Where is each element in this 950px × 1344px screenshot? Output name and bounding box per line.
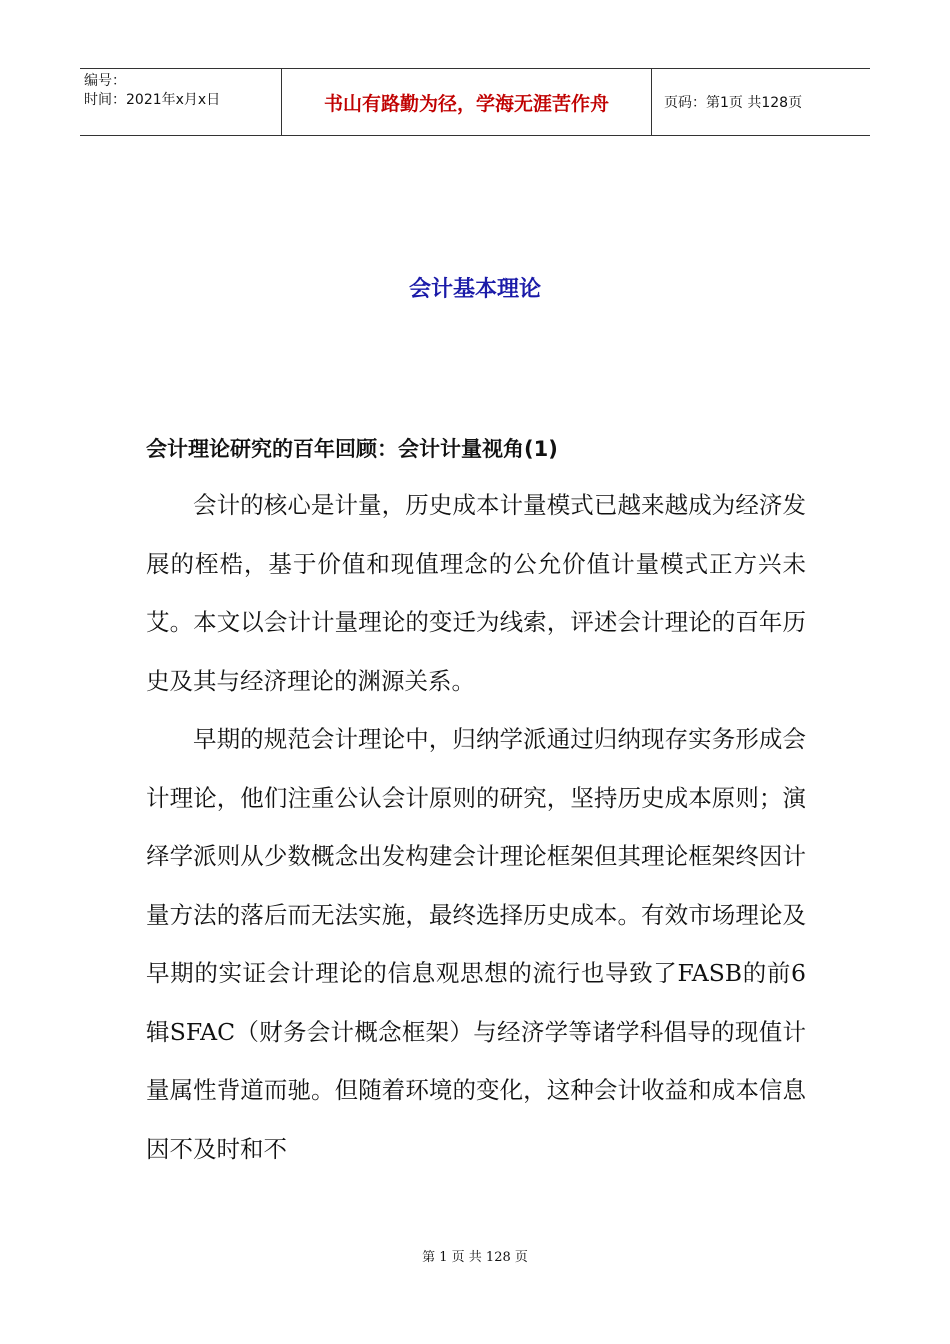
header-table [80,68,870,136]
page-footer: 第 1 页 共 128 页 [422,1250,528,1265]
section-heading: 会计理论研究的百年回顾：会计计量视角(1) [146,437,558,461]
document-date-label: 时间：2021年x月x日 [84,92,221,108]
header-meta-cell [80,69,282,135]
body-text [146,476,806,1178]
paragraph-2: 早期的规范会计理论中，归纳学派通过归纳现存实务形成会计理论，他们注重公认会计原则的研究，坚持历史成本原则；演绎学派则从少数概念出发构建会计理论框架但其理论框架终因计量方法的落后而无法实施，最终选择历史成本。有效市场理论及早期的实证会计理论的信息观思想的流行也导致了FASB的前6辑SFAC（财务会计概念框架）与经济学等诸学科倡导的现值计量属性背道而驰。但随着环境的变化，这种会计收益和成本信息因不及时和不 [146,725,806,1163]
document-number-label: 编号： [84,73,126,89]
header-page-info: 页码：第1页 共128页 [664,95,803,111]
paragraph-1: 会计的核心是计量，历史成本计量模式已越来越成为经济发展的桎梏，基于价值和现值理念的公允价值计量模式正方兴未艾。本文以会计计量理论的变迁为线索，评述会计理论的百年历史及其与经济理论的渊源关系。 [146,491,806,695]
header-motto: 书山有路勤为径，学海无涯苦作舟 [282,69,652,135]
document-title: 会计基本理论 [408,277,541,302]
